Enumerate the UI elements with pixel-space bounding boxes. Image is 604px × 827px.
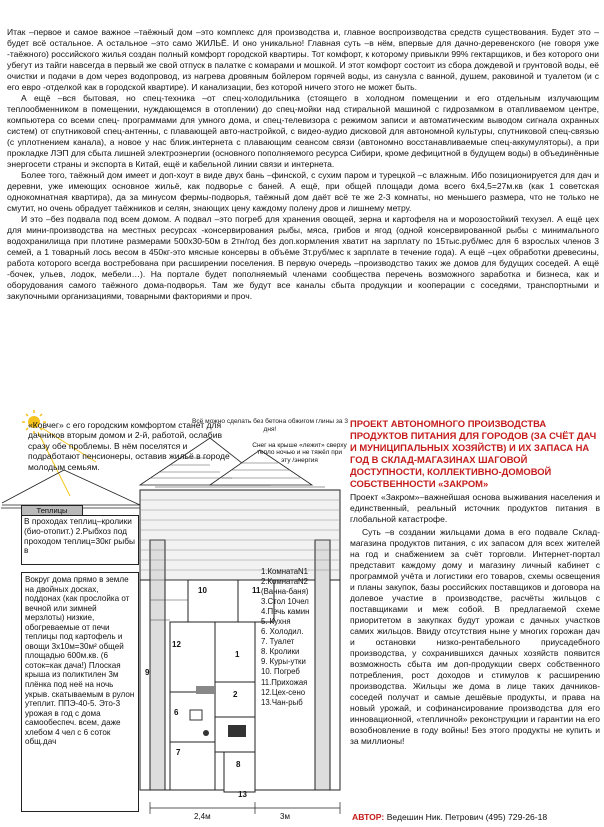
project-column	[350, 418, 600, 747]
legend-item: 13.Чан-рыб	[261, 697, 303, 707]
dimension-left: 2,4м	[194, 812, 211, 821]
legend-item: 2.КомнатаN2	[261, 577, 308, 587]
legend-item: 5. Кухня	[261, 617, 291, 627]
legend-item: 9. Куры-утки	[261, 657, 306, 667]
project-title: ПРОЕКТ АВТОНОМНОГО ПРОИЗВОДСТВА ПРОДУКТОВ ПИТАНИЯ ДЛЯ ГОРОДОВ (ЗА СЧЁТ ДАЧ И МУНИЦИПАЛЬНЫХ ХОЗЯЙСТВ) И ИХ ЗАПАСА НА ГОД В СКЛАД-МАГАЗИНАХ ШАГОВОЙ ДОСТУПНОСТИ, КОЛЛЕКТИВНО-ДОМОВОЙ СОБСТВЕННОСТИ «ЗАКРОМ»	[350, 418, 597, 489]
room-number: 7	[176, 748, 181, 757]
room-number: 12	[172, 640, 181, 649]
legend-item: 8. Кролики	[261, 647, 300, 657]
author-line	[352, 812, 547, 822]
room-number: 1	[235, 650, 240, 659]
paragraph: Более того, таёжный дом имеет и доп-хоут в виде двух бань –финской, с сухим паром и турецкой –с влажным. Ибо позиционируется для дач и деревни, уже имеющих основное жильё, как подворье с баней. А ещё, при общей площади дома всего 6х4,5=27м.кв (как 1 советская однокомнатная квартира), да за минусом фермы-подворья, таёжный дом даёт всё те же 2-3 комнаты, но меньшего размера, что не только не смутит, но очень обрадует таёжников и селян, знающих цену каждому полену дров и лишнему метру.	[7, 170, 599, 213]
dimension-right: 3м	[280, 812, 290, 821]
legend-item: 3.Стол 10чел	[261, 597, 309, 607]
legend-item: 1.КомнатаN1	[261, 567, 308, 576]
legend-item: 4.Печь камин	[261, 607, 310, 617]
author-label: АВТОР:	[352, 812, 385, 822]
paragraph: Итак –первое и самое важное –таёжный дом –это комплекс для производства и, главное воспроизводства средств существования. Будет это –будет всё остальное. А остальное –это само ЖИЛЬЁ. И оно уникально! Главная суть –в нём, впервые для дачно-деревенского (не говоря уже -таёжного) российского жилья создан полный комфорт городской квартиры. Тот комфорт, к которому привыкли 99% гектарщиков, и без которого они убегут из тайги навсегда в первый же свой отпуск в палатке с комарами и мошкой. И этот комфорт состоит из сбора дождевой и грунтовой воды, её очистки и подачи в дом через водопровод, из нагрева дровяным бойлером горячей воды, из санузла с ванной, душем, раковиной и туалетом (и с его евро -отделкой как в городской квартире). И канализации, без которой ничего этого не может быть.	[7, 27, 600, 92]
top-note: Всё можно сделать без бетона обжигом глины за 3 дня!	[191, 418, 349, 433]
article-body	[7, 27, 599, 302]
room-legend	[261, 567, 329, 708]
room-number: 13	[238, 790, 247, 799]
room-number: 10	[198, 586, 207, 595]
kovcheg-text: «Ковчег» с его городским комфортом станет для дачников вторым домом и 2-й, работой, ослабив сразу обе проблемы. В нём поселятся и подработают пенсионеры, оставив жильё в городе молодым семьям.	[28, 420, 230, 472]
side-note: Снег на крыше «лежит» сверху тепло ночью и не тяжёл при эту /энергия	[252, 442, 347, 464]
legend-item: 11.Прихожая	[261, 677, 308, 687]
project-paragraph: Суть –в создании жильцами дома в его подвале Склад-магазина продуктов питания, с их запасом для всех жителей на год и снабжением за счёт торговли. Интернет-портал представит каждому дому и магазину личный кабинет с программой учёта и логистики его товаров, схемы освещения и планы закупок, базы российских поставщиков и договора на долевое участие в производстве, расчёты жильцов с поставщиками и меж собой. В предлагаемой схеме приоритетом в закупках будут урожаи с дачных участков самих жильцов. Ввиду отсутствия ныне у многих горожан дач и остановки низко-рентабельного приусадебного производства, у сохранившихся дачных хозяйств появится возможность сбыта им доп-продукции сверх собственного потребления, рост доходов и стимулов к расширению производства. Жильцы же дома в лице таких дачников-соседей получат и самые дешёвые продукты, и права на новый урожай, и софинансирование производства для его инновационной, «тепличной» реконструкции и гарантии на его возобновление в году войны! Без этого продукты не купить и за миллионы!	[350, 527, 600, 746]
legend-item: (Ванна-баня)	[261, 587, 309, 597]
paragraph: И это –без подвала под всем домом. А подвал –это погреб для хранения овощей, зерна и картофеля на и морозостойкий техузел. А ещё цех для мини-производства на местных ресурсах -консервирования рыбы, мяса, грибов и ягод (одной консервированной рыбы с минимального водохранилища при плотине размерами 500х30-50м в 2тн/год без доп.кормления хватит на зарплату по 15тыс.руб/мес для 6 взрослых членов 3 семей, а 1 товарный лось весом в 450кг-это мясные консервы в объёме 3т.руб/мес к зарплате в течение года). А ещё –цех обработки древесины, работа которого всегда востребована при расширении поселения. В первую очередь –производство таких же домов для будущих соседей. А ещё -бочек, ульев, лодок, мебели…). На портале будет пополняемый членами сообщества перечень возможного заработка и бизнеса, как и оборудования самого таёжного дома-подворья. Там же будут все каналы сбыта продукции и кооперации с соседями, транспортными и закупочными организациями, товарными факториями и проч.	[7, 214, 599, 301]
room-number: 2	[233, 690, 238, 699]
greenhouse-description: Вокруг дома прямо в земле на двойных досках, поддонах (как прослойка от вечной или зимней мерзлоты) низкие, обогреваемые от печи теплицы под картофель и овощи 3х10м=30м² общей площадью 600м.кв. (6 соток=как дача!) Плоская крыша из поликтилен 3м плёнка под неё на ночь укрыв. скатываемым в рулон утеплит. ППЭ-40-5. Это-3 урожая в год с дома самообеспеч. всем, даже хлебом 4 чел с 6 соток общ.дач	[21, 572, 139, 812]
legend-item: 7. Туалет	[261, 637, 295, 647]
room-number: 6	[174, 708, 179, 717]
room-number: 11	[252, 586, 261, 595]
legend-item: 12.Цех-сено	[261, 687, 306, 697]
teplitsy-label: Теплицы	[21, 505, 83, 517]
room-number: 9	[145, 668, 150, 677]
project-paragraph: Проект «Закром»–важнейшая основа выживания населения и единственный, реальный источник продуктов питания в глобальной катастрофе.	[350, 492, 600, 524]
teplitsy-text: В проходах теплиц–кролики (био-отопит.) 2.Рыбхоз под проходом теплиц=30кг рыбы в	[21, 515, 139, 565]
room-number: 8	[236, 760, 241, 769]
paragraph: А ещё –вся бытовая, но спец-техника –от спец-холодильника (стоящего в холодном помещении и его отдельным излучающим теплообменником в помещении, нуждающемся в отоплении) до спец-мойки над стиральной машиной с гидрозамком в отапливаемом центре, компьютера со всеми спец- программами для умного дома, и спец-телевизора с режимом записи и автоматическим выводом сигнала охранных систем) от спутниковой спец-антенны, с плавающей авто-настройкой, с видео-аудио дисковой для автономной культуры, спутниковой спец-связью (с уплотнением канала), а новое у нас ближ.интернета с плавающим сеансом связи (автономно восстанавливаемые спец-аккумуляторы), а при прокладке ЛЭП для сбыта лишней электроэнергии (основного пополняемого ресурса Сибири, кроме дефицитной в будущем воды) в объединённые энергосети страны и экспорта в Китай, ещё и кабельной линии связи и интернета.	[7, 93, 599, 169]
legend-item: 6. Холодил.	[261, 627, 304, 637]
legend-item: 10. Погреб	[261, 667, 300, 677]
author-name: Ведешин Ник. Петрович (495) 729-26-18	[386, 812, 548, 822]
